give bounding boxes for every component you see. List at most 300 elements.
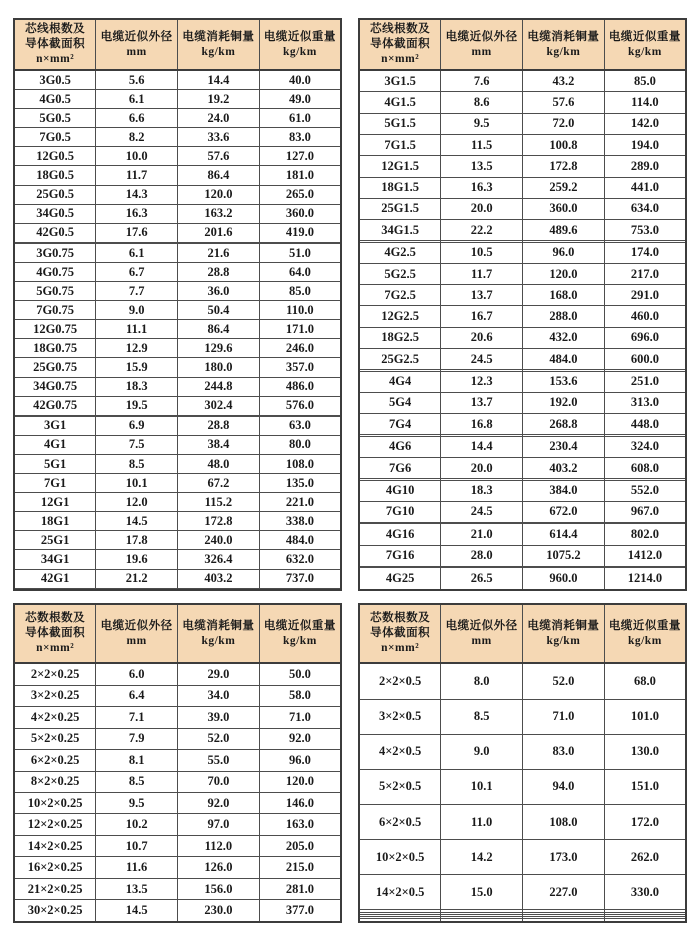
spec-label-cell: 3G1.5 xyxy=(359,70,441,92)
spec-label-cell: 12G1 xyxy=(14,493,96,512)
value-cell: 129.6 xyxy=(178,339,260,358)
spec-label-cell: 42G0.75 xyxy=(14,396,96,415)
value-cell: 14.4 xyxy=(178,70,260,90)
value-cell xyxy=(604,919,686,922)
value-cell: 39.0 xyxy=(178,707,260,728)
value-cell: 330.0 xyxy=(604,875,686,910)
header-row xyxy=(359,604,686,663)
value-cell: 8.5 xyxy=(441,699,523,734)
spec-label-cell: 3G0.75 xyxy=(14,243,96,262)
table-row xyxy=(359,501,686,522)
value-cell: 50.0 xyxy=(259,663,341,685)
value-cell: 68.0 xyxy=(604,663,686,699)
value-cell: 49.0 xyxy=(259,90,341,109)
table-row xyxy=(14,147,341,166)
value-cell xyxy=(96,588,178,590)
value-cell: 194.0 xyxy=(604,134,686,155)
spec-label-cell: 4G0.5 xyxy=(14,90,96,109)
value-cell: 6.1 xyxy=(96,90,178,109)
value-cell: 33.6 xyxy=(178,128,260,147)
table-row xyxy=(14,728,341,749)
table-row xyxy=(359,840,686,875)
spec-label-cell: 12G2.5 xyxy=(359,306,441,327)
value-cell: 97.0 xyxy=(178,814,260,835)
spec-label-cell: 7G4 xyxy=(359,414,441,435)
table-row xyxy=(14,301,341,320)
value-cell: 1075.2 xyxy=(523,545,605,566)
spec-label-cell: 18G1.5 xyxy=(359,177,441,198)
value-cell: 96.0 xyxy=(259,750,341,771)
spec-label-cell: 34G0.75 xyxy=(14,377,96,396)
table-row xyxy=(359,92,686,113)
value-cell: 52.0 xyxy=(523,663,605,699)
value-cell: 14.2 xyxy=(441,840,523,875)
value-cell: 58.0 xyxy=(259,685,341,706)
table-row xyxy=(359,263,686,284)
table-row xyxy=(359,436,686,457)
value-cell: 120.0 xyxy=(259,771,341,792)
value-cell: 15.0 xyxy=(441,875,523,910)
value-cell: 86.4 xyxy=(178,320,260,339)
spec-label-cell: 7G1 xyxy=(14,474,96,493)
value-cell: 10.7 xyxy=(96,835,178,856)
value-cell: 172.8 xyxy=(178,512,260,531)
column-header: 电缆近似外径 mm xyxy=(441,604,523,663)
value-cell: 22.2 xyxy=(441,220,523,241)
value-cell: 10.1 xyxy=(96,474,178,493)
spec-label-cell: 5×2×0.25 xyxy=(14,728,96,749)
value-cell: 600.0 xyxy=(604,348,686,369)
value-cell: 20.0 xyxy=(441,198,523,219)
value-cell: 432.0 xyxy=(523,327,605,348)
value-cell: 63.0 xyxy=(259,416,341,435)
table-row xyxy=(359,198,686,219)
value-cell: 10.2 xyxy=(96,814,178,835)
table-row xyxy=(14,416,341,435)
table-row xyxy=(14,569,341,588)
spec-label-cell: 7G10 xyxy=(359,501,441,522)
value-cell: 48.0 xyxy=(178,455,260,474)
value-cell: 16.3 xyxy=(441,177,523,198)
value-cell: 6.9 xyxy=(96,416,178,435)
value-cell: 281.0 xyxy=(259,878,341,899)
spec-label-cell: 6×2×0.25 xyxy=(14,750,96,771)
value-cell: 6.0 xyxy=(96,663,178,685)
table-row xyxy=(14,396,341,415)
spec-label-cell: 4×2×0.25 xyxy=(14,707,96,728)
value-cell: 12.0 xyxy=(96,493,178,512)
header-row xyxy=(14,604,341,663)
header-row xyxy=(359,19,686,70)
value-cell: 20.6 xyxy=(441,327,523,348)
value-cell: 13.7 xyxy=(441,392,523,413)
value-cell: 8.1 xyxy=(96,750,178,771)
value-cell: 151.0 xyxy=(604,769,686,804)
spec-label-cell: 3×2×0.5 xyxy=(359,699,441,734)
value-cell: 338.0 xyxy=(259,512,341,531)
value-cell: 7.7 xyxy=(96,282,178,301)
spec-label-cell: 4G16 xyxy=(359,524,441,545)
value-cell: 265.0 xyxy=(259,185,341,204)
spec-label-cell: 4G1.5 xyxy=(359,92,441,113)
spec-label-cell: 4×2×0.5 xyxy=(359,734,441,769)
spec-label-cell: 42G1 xyxy=(14,569,96,588)
spec-label-cell: 34G1.5 xyxy=(359,220,441,241)
value-cell: 10.5 xyxy=(441,242,523,263)
value-cell: 313.0 xyxy=(604,392,686,413)
column-header: 电缆消耗铜量 kg/km xyxy=(523,19,605,70)
value-cell: 6.7 xyxy=(96,263,178,282)
value-cell: 552.0 xyxy=(604,480,686,501)
value-cell: 146.0 xyxy=(259,792,341,813)
table-row xyxy=(14,900,341,922)
value-cell: 16.3 xyxy=(96,204,178,223)
value-cell xyxy=(523,919,605,922)
table-row xyxy=(14,814,341,835)
value-cell: 5.6 xyxy=(96,70,178,90)
spec-label-cell: 5G0.5 xyxy=(14,109,96,128)
spec-label-cell: 7G0.5 xyxy=(14,128,96,147)
value-cell: 268.8 xyxy=(523,414,605,435)
table-row xyxy=(14,685,341,706)
spec-label-cell: 18G1 xyxy=(14,512,96,531)
spec-label-cell: 10×2×0.25 xyxy=(14,792,96,813)
column-header: 电缆近似重量 kg/km xyxy=(604,19,686,70)
value-cell: 180.0 xyxy=(178,358,260,377)
table-row xyxy=(14,358,341,377)
spec-label-cell: 4G25 xyxy=(359,568,441,590)
value-cell: 13.7 xyxy=(441,285,523,306)
column-header: 电缆消耗铜量 kg/km xyxy=(178,604,260,663)
value-cell: 9.0 xyxy=(441,734,523,769)
value-cell: 1214.0 xyxy=(604,568,686,590)
value-cell: 173.0 xyxy=(523,840,605,875)
value-cell: 205.0 xyxy=(259,835,341,856)
spec-label-cell: 12G0.5 xyxy=(14,147,96,166)
table-row xyxy=(359,327,686,348)
value-cell: 181.0 xyxy=(259,166,341,185)
value-cell: 19.5 xyxy=(96,396,178,415)
value-cell: 29.0 xyxy=(178,663,260,685)
spec-label-cell: 7G1.5 xyxy=(359,134,441,155)
value-cell: 302.4 xyxy=(178,396,260,415)
value-cell: 484.0 xyxy=(259,531,341,550)
value-cell: 14.4 xyxy=(441,436,523,457)
table-row xyxy=(359,113,686,134)
table-row xyxy=(14,263,341,282)
value-cell: 92.0 xyxy=(259,728,341,749)
value-cell: 26.5 xyxy=(441,568,523,590)
table-row xyxy=(14,109,341,128)
value-cell: 419.0 xyxy=(259,223,341,242)
value-cell: 85.0 xyxy=(259,282,341,301)
value-cell: 324.0 xyxy=(604,436,686,457)
cable-spec-table-bottom-right xyxy=(358,603,687,923)
value-cell: 17.8 xyxy=(96,531,178,550)
value-cell: 100.8 xyxy=(523,134,605,155)
value-cell: 110.0 xyxy=(259,301,341,320)
value-cell: 289.0 xyxy=(604,156,686,177)
value-cell: 230.0 xyxy=(178,900,260,922)
value-cell: 101.0 xyxy=(604,699,686,734)
table-row xyxy=(14,90,341,109)
spec-label-cell: 5G0.75 xyxy=(14,282,96,301)
value-cell: 11.5 xyxy=(441,134,523,155)
value-cell: 11.6 xyxy=(96,857,178,878)
value-cell: 441.0 xyxy=(604,177,686,198)
value-cell: 108.0 xyxy=(523,805,605,840)
value-cell: 67.2 xyxy=(178,474,260,493)
spec-label-cell: 5×2×0.5 xyxy=(359,769,441,804)
value-cell: 108.0 xyxy=(259,455,341,474)
value-cell: 8.5 xyxy=(96,771,178,792)
value-cell: 221.0 xyxy=(259,493,341,512)
spec-label-cell: 4G2.5 xyxy=(359,242,441,263)
value-cell: 20.0 xyxy=(441,457,523,478)
value-cell: 10.1 xyxy=(441,769,523,804)
spec-label-cell: 18G0.5 xyxy=(14,166,96,185)
value-cell xyxy=(441,919,523,922)
value-cell: 326.4 xyxy=(178,550,260,569)
table-row xyxy=(359,568,686,590)
value-cell: 19.2 xyxy=(178,90,260,109)
value-cell: 19.6 xyxy=(96,550,178,569)
spec-label-cell: 3G1 xyxy=(14,416,96,435)
value-cell: 15.9 xyxy=(96,358,178,377)
table-row xyxy=(359,734,686,769)
value-cell: 135.0 xyxy=(259,474,341,493)
spec-label-cell: 21×2×0.25 xyxy=(14,878,96,899)
value-cell: 92.0 xyxy=(178,792,260,813)
value-cell: 70.0 xyxy=(178,771,260,792)
table-row xyxy=(359,177,686,198)
value-cell: 14.3 xyxy=(96,185,178,204)
spec-label-cell: 10×2×0.5 xyxy=(359,840,441,875)
spec-label-cell: 12G1.5 xyxy=(359,156,441,177)
table-row xyxy=(14,223,341,242)
value-cell: 11.1 xyxy=(96,320,178,339)
value-cell: 126.0 xyxy=(178,857,260,878)
table-row xyxy=(14,339,341,358)
value-cell: 696.0 xyxy=(604,327,686,348)
value-cell: 14.5 xyxy=(96,512,178,531)
value-cell: 357.0 xyxy=(259,358,341,377)
spec-label-cell: 8×2×0.25 xyxy=(14,771,96,792)
table-row xyxy=(359,306,686,327)
spec-label-cell: 4G4 xyxy=(359,371,441,392)
value-cell: 6.4 xyxy=(96,685,178,706)
value-cell: 9.5 xyxy=(441,113,523,134)
table-row xyxy=(14,243,341,262)
value-cell: 259.2 xyxy=(523,177,605,198)
value-cell: 96.0 xyxy=(523,242,605,263)
value-cell: 288.0 xyxy=(523,306,605,327)
table-row xyxy=(359,480,686,501)
spec-label-cell xyxy=(14,588,96,590)
table-row xyxy=(359,220,686,241)
spec-label-cell: 6×2×0.5 xyxy=(359,805,441,840)
spec-label-cell: 14×2×0.25 xyxy=(14,835,96,856)
value-cell: 21.6 xyxy=(178,243,260,262)
value-cell: 17.6 xyxy=(96,223,178,242)
value-cell: 7.9 xyxy=(96,728,178,749)
value-cell: 120.0 xyxy=(523,263,605,284)
spec-label-cell: 25G2.5 xyxy=(359,348,441,369)
spec-label-cell: 25G1.5 xyxy=(359,198,441,219)
table-row xyxy=(14,474,341,493)
table-row xyxy=(359,70,686,92)
value-cell: 71.0 xyxy=(523,699,605,734)
spec-label-cell: 7G2.5 xyxy=(359,285,441,306)
value-cell: 36.0 xyxy=(178,282,260,301)
value-cell: 10.0 xyxy=(96,147,178,166)
value-cell: 403.2 xyxy=(178,569,260,588)
value-cell: 634.0 xyxy=(604,198,686,219)
table-row xyxy=(359,242,686,263)
value-cell: 460.0 xyxy=(604,306,686,327)
value-cell: 360.0 xyxy=(259,204,341,223)
value-cell: 127.0 xyxy=(259,147,341,166)
value-cell: 360.0 xyxy=(523,198,605,219)
value-cell: 142.0 xyxy=(604,113,686,134)
table-row xyxy=(359,663,686,699)
value-cell: 71.0 xyxy=(259,707,341,728)
spec-label-cell: 5G2.5 xyxy=(359,263,441,284)
table-row xyxy=(359,457,686,478)
value-cell: 85.0 xyxy=(604,70,686,92)
spec-label-cell: 4G10 xyxy=(359,480,441,501)
value-cell: 50.4 xyxy=(178,301,260,320)
spec-label-cell: 18G0.75 xyxy=(14,339,96,358)
cable-spec-table-top-left xyxy=(13,18,342,591)
value-cell: 163.2 xyxy=(178,204,260,223)
value-cell: 34.0 xyxy=(178,685,260,706)
value-cell: 7.1 xyxy=(96,707,178,728)
value-cell: 156.0 xyxy=(178,878,260,899)
table-row xyxy=(14,750,341,771)
spec-label-cell: 5G4 xyxy=(359,392,441,413)
value-cell: 672.0 xyxy=(523,501,605,522)
table-row xyxy=(14,128,341,147)
value-cell: 24.5 xyxy=(441,501,523,522)
value-cell: 14.5 xyxy=(96,900,178,922)
value-cell: 12.9 xyxy=(96,339,178,358)
value-cell: 16.8 xyxy=(441,414,523,435)
table-row xyxy=(14,707,341,728)
table-row xyxy=(14,550,341,569)
spec-label-cell: 25G0.75 xyxy=(14,358,96,377)
value-cell: 168.0 xyxy=(523,285,605,306)
value-cell: 737.0 xyxy=(259,569,341,588)
value-cell: 174.0 xyxy=(604,242,686,263)
column-header: 电缆近似重量 kg/km xyxy=(259,604,341,663)
value-cell: 115.2 xyxy=(178,493,260,512)
table-row xyxy=(14,70,341,90)
table-row xyxy=(14,531,341,550)
value-cell: 172.8 xyxy=(523,156,605,177)
table-row xyxy=(14,835,341,856)
table-row xyxy=(359,875,686,910)
table-row xyxy=(14,455,341,474)
spec-label-cell: 30×2×0.25 xyxy=(14,900,96,922)
value-cell: 130.0 xyxy=(604,734,686,769)
value-cell: 8.5 xyxy=(96,455,178,474)
value-cell: 52.0 xyxy=(178,728,260,749)
table-row xyxy=(14,857,341,878)
column-header: 电缆近似重量 kg/km xyxy=(259,19,341,70)
value-cell: 967.0 xyxy=(604,501,686,522)
table-row xyxy=(14,377,341,396)
column-header: 芯数根数及 导体截面积 n×mm² xyxy=(14,604,96,663)
column-header: 电缆消耗铜量 kg/km xyxy=(178,19,260,70)
value-cell: 18.3 xyxy=(441,480,523,501)
table-row xyxy=(14,166,341,185)
table-row xyxy=(14,282,341,301)
spec-label-cell: 14×2×0.5 xyxy=(359,875,441,910)
value-cell: 28.8 xyxy=(178,416,260,435)
value-cell: 246.0 xyxy=(259,339,341,358)
spec-label-cell: 7G6 xyxy=(359,457,441,478)
value-cell: 608.0 xyxy=(604,457,686,478)
value-cell: 377.0 xyxy=(259,900,341,922)
column-header: 电缆近似重量 kg/km xyxy=(604,604,686,663)
value-cell: 11.0 xyxy=(441,805,523,840)
value-cell: 112.0 xyxy=(178,835,260,856)
value-cell: 38.4 xyxy=(178,435,260,454)
value-cell: 11.7 xyxy=(96,166,178,185)
spec-label-cell: 16×2×0.25 xyxy=(14,857,96,878)
spec-label-cell: 3G0.5 xyxy=(14,70,96,90)
value-cell: 240.0 xyxy=(178,531,260,550)
spec-label-cell: 34G1 xyxy=(14,550,96,569)
spec-label-cell: 12G0.75 xyxy=(14,320,96,339)
table-row xyxy=(359,545,686,566)
table-row xyxy=(14,512,341,531)
value-cell: 24.5 xyxy=(441,348,523,369)
table-row xyxy=(359,769,686,804)
value-cell: 51.0 xyxy=(259,243,341,262)
value-cell: 43.2 xyxy=(523,70,605,92)
spec-label-cell: 7G16 xyxy=(359,545,441,566)
value-cell: 172.0 xyxy=(604,805,686,840)
value-cell: 7.6 xyxy=(441,70,523,92)
value-cell: 28.0 xyxy=(441,545,523,566)
column-header: 芯数根数及 导体截面积 n×mm² xyxy=(359,604,441,663)
spec-label-cell: 25G1 xyxy=(14,531,96,550)
spec-label-cell: 25G0.5 xyxy=(14,185,96,204)
table-row xyxy=(359,392,686,413)
table-row xyxy=(359,348,686,369)
value-cell: 13.5 xyxy=(96,878,178,899)
value-cell: 94.0 xyxy=(523,769,605,804)
value-cell: 489.6 xyxy=(523,220,605,241)
header-row xyxy=(14,19,341,70)
value-cell: 83.0 xyxy=(523,734,605,769)
value-cell: 55.0 xyxy=(178,750,260,771)
column-header: 电缆消耗铜量 kg/km xyxy=(523,604,605,663)
table-row xyxy=(359,414,686,435)
value-cell: 83.0 xyxy=(259,128,341,147)
value-cell: 201.6 xyxy=(178,223,260,242)
table-row xyxy=(359,524,686,545)
spec-label-cell xyxy=(359,919,441,922)
spec-label-cell: 18G2.5 xyxy=(359,327,441,348)
cable-spec-table-top-right xyxy=(358,18,687,591)
value-cell: 64.0 xyxy=(259,263,341,282)
value-cell: 40.0 xyxy=(259,70,341,90)
value-cell: 8.6 xyxy=(441,92,523,113)
value-cell: 384.0 xyxy=(523,480,605,501)
